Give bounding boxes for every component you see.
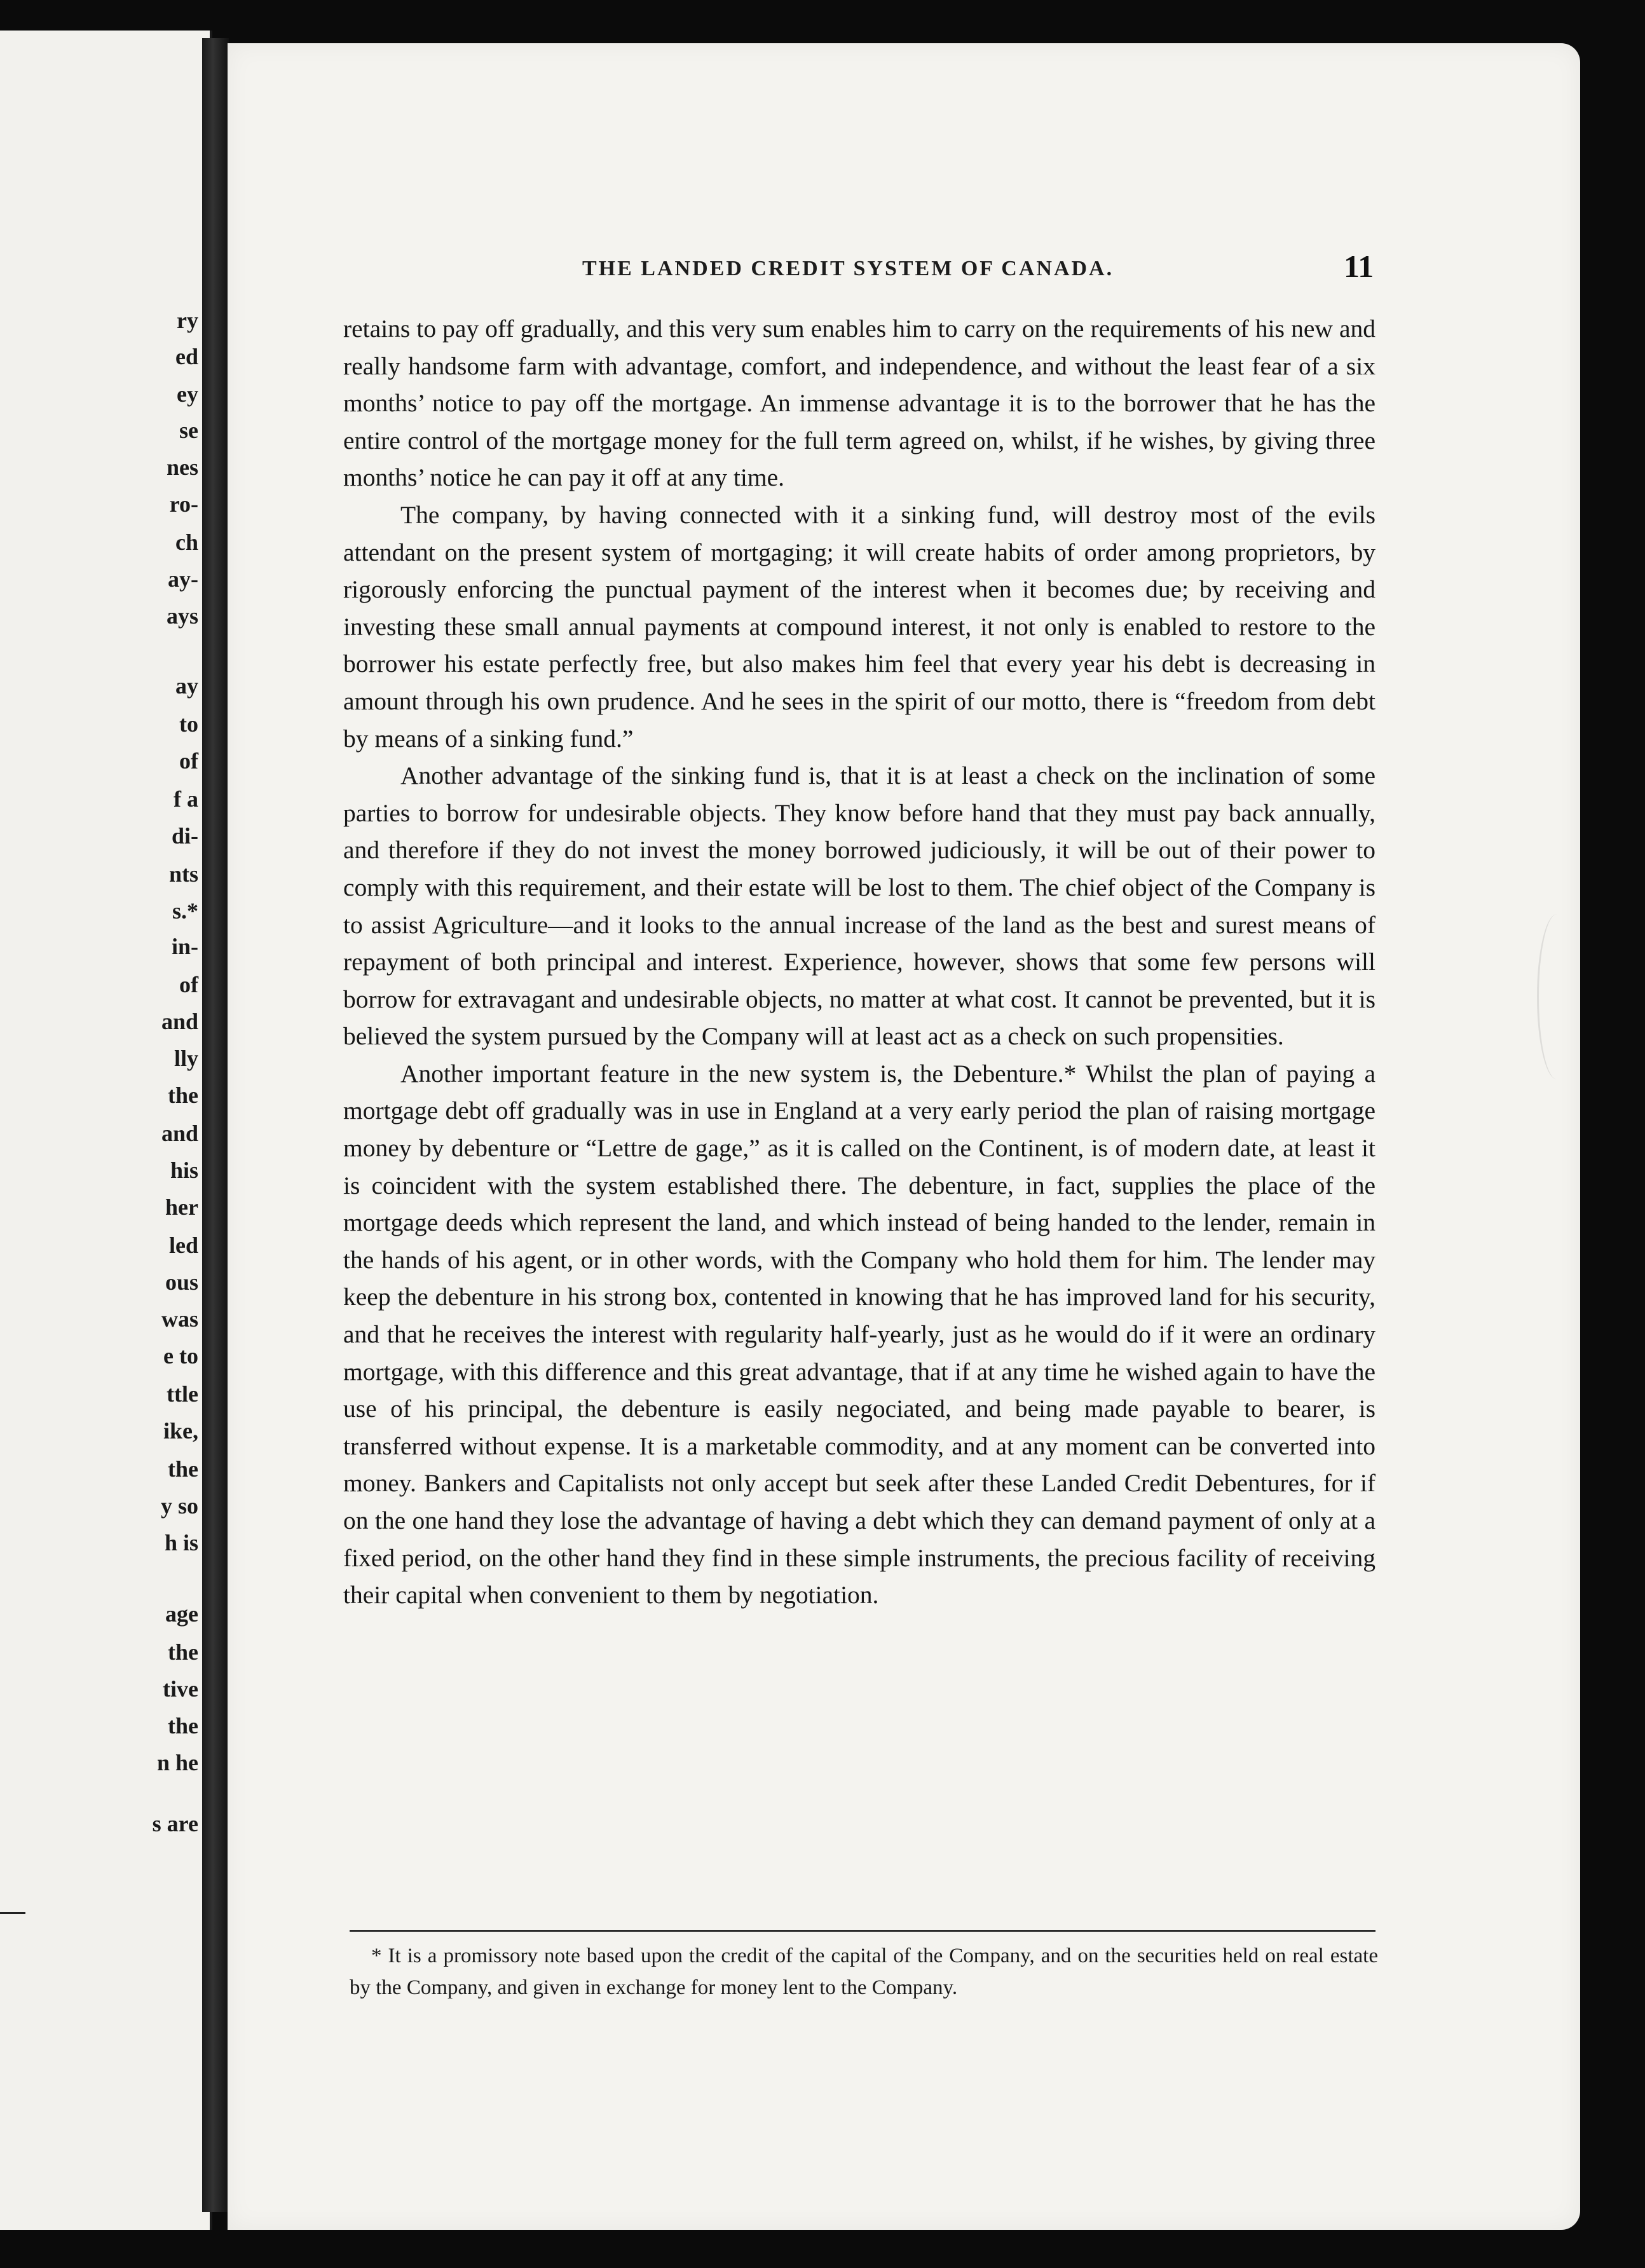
facing-page-fragment: nts <box>168 861 198 887</box>
book-page <box>228 43 1580 2230</box>
facing-page-fragment: di- <box>171 823 198 849</box>
facing-page-fragment: ry <box>177 308 198 333</box>
facing-page-fragment: ro- <box>169 491 198 517</box>
facing-page-fragment: his <box>170 1158 198 1183</box>
paragraph: Another important feature in the new system is, the Debenture.* Whilst the plan of paying a mortgage debt off gradually was in use in England at a very early period the plan of raising mortgage money by debenture or “Lettre de gage,” as it is called on the Continent, is of modern date, at least it is coincident with the system established there. The debenture, in fact, supplies the place of the mortgage deeds which represent the land, and which instead of being handed to the lender, remain in the hands of his agent, or in other words, with the Company who hold them for him. The lender may keep the debenture in his strong box, contented in knowing that he has improved land for his security, and that he receives the interest with regularity half-yearly, just as he would do if it were an ordinary mortgage, with this difference and this great advantage, that if at any time he wished again to have the use of his principal, the debenture is easily negociated, and being made payable to bearer, is transferred without expense. It is a marketable commodity, and at any moment can be converted into money. Bankers and Capitalists not only accept but seek after these Landed Credit Debentures, for if on the one hand they lose the advantage of having a debt which they can demand payment of only at a fixed period, on the other hand they find in these simple instruments, the precious facility of receiving their capital when convenient to them by negotiation. <box>343 1059 1375 1609</box>
facing-page-fragment: se <box>179 418 198 443</box>
running-head <box>228 248 1580 286</box>
page-crease <box>1537 914 1577 1079</box>
facing-page-fragment: to <box>179 711 198 737</box>
facing-page-fragment: led <box>168 1233 198 1258</box>
facing-page-fragment: of <box>179 972 198 997</box>
facing-page-fragment: ous <box>165 1269 198 1295</box>
facing-page-fragment: the <box>168 1713 198 1739</box>
facing-page-fragment: and <box>161 1121 198 1146</box>
paragraph: retains to pay off gradually, and this very sum enables him to carry on the requirements of his new and really handsome farm with advantage, comfort, and independence, and without the least fear of a six months’ notice to pay off the mortgage. An immense advantage it is to the borrower that he has the entire control of the mortgage money for the full term agreed on, whilst, if he wishes, by giving three months’ notice he can pay it off at any time. <box>343 315 1375 492</box>
facing-page-fragment: of <box>179 748 198 774</box>
footnote: * It is a promissory note based upon the credit of the capital of the Company, and on the securities held on real estate by the Company, and given in exchange for money lent to the Company. <box>350 1944 1378 1999</box>
facing-page-fragment: tive <box>163 1676 198 1702</box>
facing-page-fragment: lly <box>174 1046 198 1071</box>
facing-page-fragment: ttle <box>167 1381 198 1407</box>
facing-page-fragment: the <box>168 1456 198 1482</box>
facing-page-fragment: h is <box>164 1530 198 1555</box>
facing-page-fragment: ch <box>175 529 198 555</box>
facing-page-fragment: ey <box>177 381 198 407</box>
facing-page-fragment: ays <box>166 603 198 629</box>
facing-page-fragment: and <box>161 1009 198 1034</box>
facing-page-fragment: ike, <box>163 1418 198 1444</box>
facing-page-fragment: y so <box>160 1493 198 1519</box>
facing-page-fragment: her <box>165 1194 198 1220</box>
page-number: 11 <box>1344 249 1374 284</box>
facing-page <box>0 31 212 2230</box>
facing-page-fragment: was <box>161 1306 198 1332</box>
facing-page-fragment: in- <box>171 934 198 959</box>
paragraph: The company, by having connected with it a sinking fund, will destroy most of the evils attendant on the present system of mortgaging; it will create habits of order among proprietors, by rigorously enforcing the punctual payment of the interest when it becomes due; by receiving and investing these small annual payments at compound interest, it not only is enabled to restore to the borrower his estate perfectly free, but also makes him feel that every year his debt is decreasing in amount through his own prudence. And he sees in the spirit of our motto, there is “freedom from debt by means of a sinking fund.” <box>343 500 1375 753</box>
body-text <box>343 310 1375 1614</box>
facing-page-fragment: ed <box>175 344 198 369</box>
paragraph: Another advantage of the sinking fund is, that it is at least a check on the inclination of some parties to borrow for undesirable objects. They know before hand that they must pay back annually, and therefore if they do not invest the money borrowed judiciously, it will be out of their power to comply with this requirement, and their estate will be lost to them. The chief object of the Company is to assist Agriculture—and it looks to the annual increase of the land as the best and surest means of repayment of both principal and interest. Experience, however, shows that some few persons will borrow for extravagant and undesirable objects, no matter at what cost. It cannot be prevented, but it is believed the system pursued by the Company will at least act as a check on such propensities. <box>343 762 1375 1051</box>
facing-page-fragment: f a <box>174 786 198 812</box>
facing-page-fragment: s.* <box>172 898 198 924</box>
footnote-divider <box>350 1930 1375 1932</box>
facing-page-fragment: the <box>168 1083 198 1108</box>
facing-page-fragment: age <box>165 1601 198 1627</box>
facing-page-fragment: s are <box>152 1811 198 1836</box>
facing-page-fragment: ay <box>175 673 198 699</box>
book-spine <box>202 38 229 2212</box>
facing-page-fragment: nes <box>166 454 198 480</box>
facing-page-fragment: e to <box>163 1343 198 1369</box>
facing-page-fragment: the <box>168 1639 198 1665</box>
facing-page-footnote-rule <box>0 1912 25 1914</box>
facing-page-fragment: n he <box>156 1750 198 1775</box>
facing-page-fragment: ay- <box>168 566 198 592</box>
running-head-title: THE LANDED CREDIT SYSTEM OF CANADA. <box>582 257 1114 280</box>
